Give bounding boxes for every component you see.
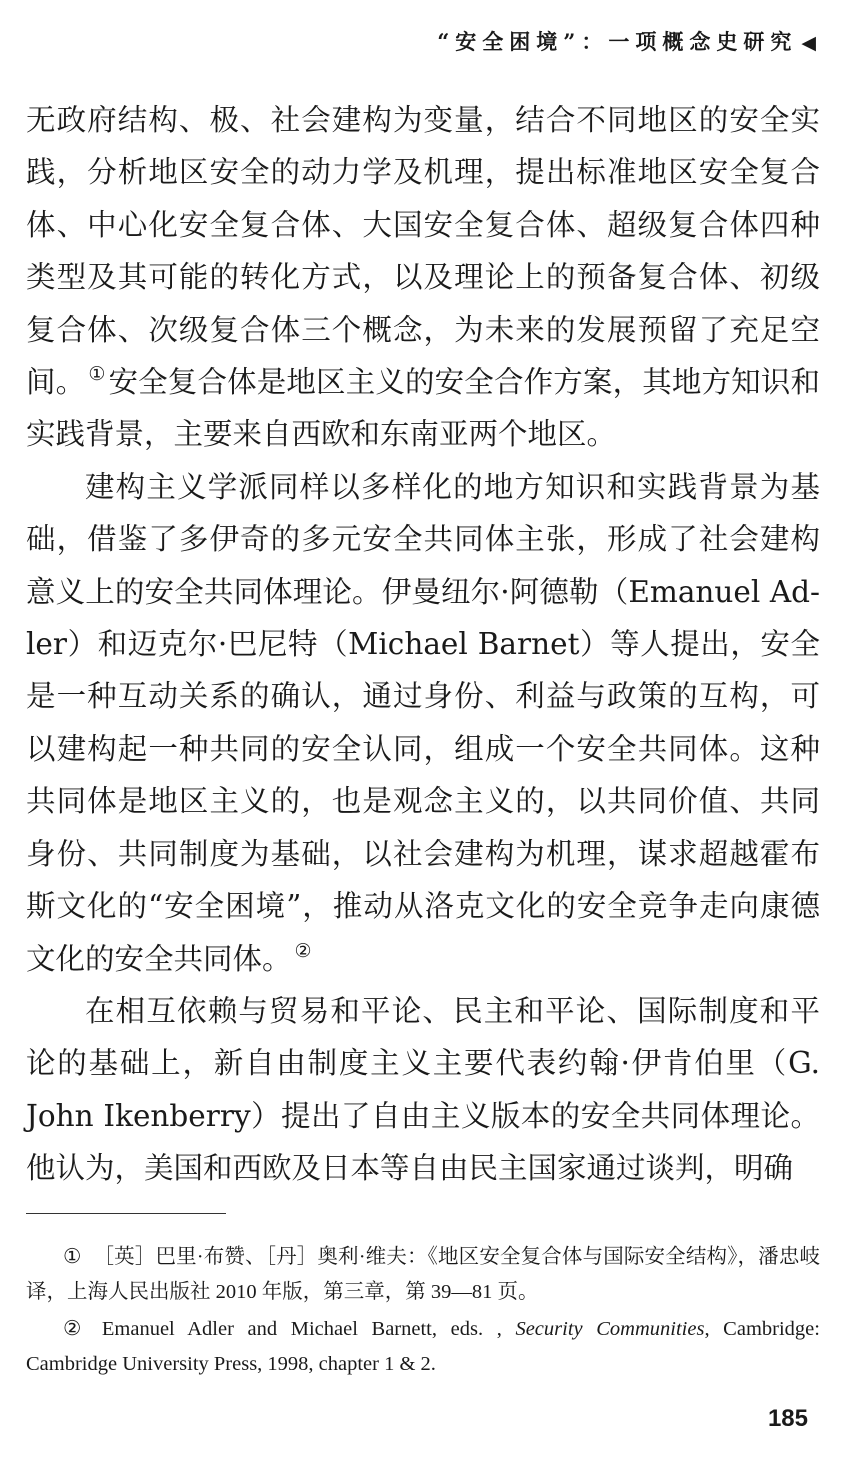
footnote-2-text-a: Emanuel Adler and Michael Barnett, eds. , (101, 1318, 516, 1340)
paragraph-1-text-a: 无政府结构、极、社会建构为变量，结合不同地区的安全实践，分析地区安全的动力学及机理，提出标准地区安全复合体、中心化安全复合体、大国安全复合体、超级复合体四种类型及其可能的转化方式，以及理论上的预备复合体、初级复合体、次级复合体三个概念，为未来的发展预留了充足空间。 (26, 103, 820, 400)
footnote-2-book-title: Security Communities (515, 1318, 705, 1340)
paragraph-3 (26, 985, 820, 1195)
arrow-left-icon: ◀ (801, 32, 816, 54)
footnote-ref-2[interactable]: ② (294, 939, 312, 962)
paragraph-2-text: 建构主义学派同样以多样化的地方知识和实践背景为基础，借鉴了多伊奇的多元安全共同体主张，形成了社会建构意义上的安全共同体理论。伊曼纽尔·阿德勒（Emanuel Ad-ler）和迈克尔·巴尼特（Michael Barnet）等人提出，安全是一种互动关系的确认，通过身份、利益与政策的互构，可以建构起一种共同的安全认同，组成一个安全共同体。这种共同体是地区主义的，也是观念主义的，以共同价值、共同身份、共同制度为基础，以社会建构为机理，谋求超越霍布斯文化的“安全困境”，推动从洛克文化的安全竞争走向康德文化的安全共同体。 (26, 469, 820, 976)
footnote-2 (26, 1312, 820, 1382)
footnotes (26, 1240, 820, 1382)
footnote-2-number: ② (63, 1318, 90, 1340)
footnote-1-text: ［英］巴里·布赞、［丹］奥利·维夫：《地区安全复合体与国际安全结构》，潘忠岐译，上海人民出版社 2010 年版，第三章，第 39—81 页。 (26, 1246, 820, 1303)
paragraph-3-text: 在相互依赖与贸易和平论、民主和平论、国际制度和平论的基础上，新自由制度主义主要代表约翰·伊肯伯里（G. John Ikenberry）提出了自由主义版本的安全共同体理论。他认为，美国和西欧及日本等自由民主国家通过谈判，明确 (26, 993, 820, 1186)
running-title: “安全困境”：一项概念史研究 (437, 29, 798, 54)
footnote-2-text-b: , Cambridge: Cambridge University Press, 1998, chapter 1 & 2. (26, 1318, 820, 1375)
footnote-separator (26, 1213, 226, 1214)
paragraph-1 (26, 94, 820, 461)
paragraph-1-text-b: 安全复合体是地区主义的安全合作方案，其地方知识和实践背景，主要来自西欧和东南亚两个地区。 (26, 365, 820, 452)
running-header (437, 26, 816, 56)
footnote-1 (26, 1240, 820, 1310)
main-text (26, 94, 820, 1195)
paragraph-2 (26, 461, 820, 985)
footnote-ref-1[interactable]: ① (88, 363, 106, 386)
page-number: 185 (767, 1405, 808, 1432)
footnote-1-number: ① (63, 1246, 82, 1268)
